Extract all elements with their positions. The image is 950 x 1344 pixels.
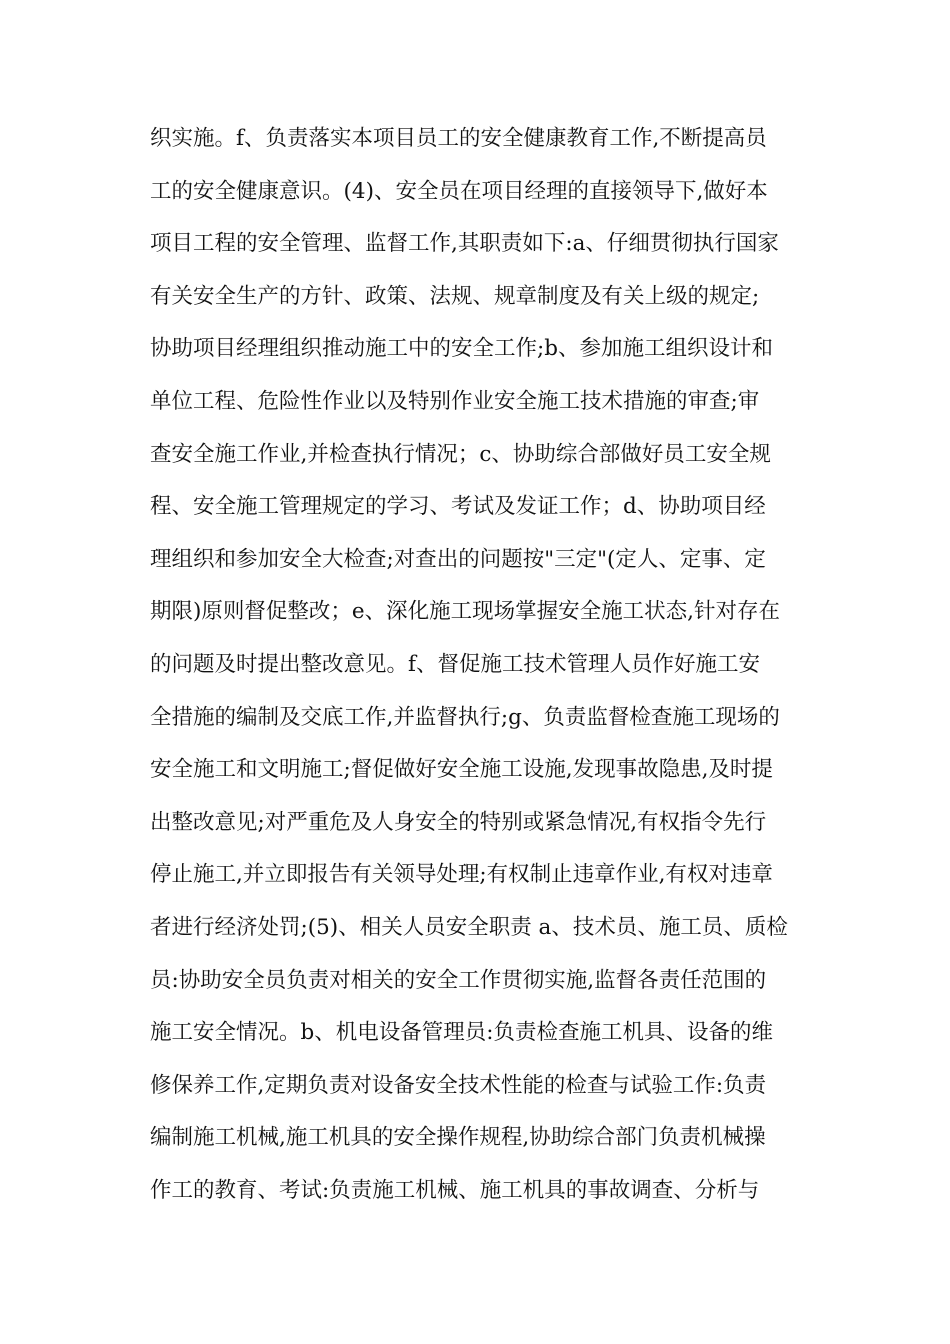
- body-text: [150, 116, 810, 1220]
- text-line-18: 施工安全情况。b、机电设备管理员:负责检查施工机具、设备的维: [150, 1020, 774, 1046]
- text-line-16: 者进行经济处罚;(5)、相关人员安全职责 a、技术员、施工员、质检: [150, 914, 788, 940]
- text-line-3: 项目工程的安全管理、监督工作,其职责如下:a、仔细贯彻执行国家: [150, 231, 779, 257]
- text-line-11: 的问题及时提出整改意见。f、督促施工技术管理人员作好施工安: [150, 651, 760, 677]
- text-line-17: 员:协助安全员负责对相关的安全工作贯彻实施,监督各责任范围的: [150, 967, 767, 993]
- text-line-13: 安全施工和文明施工;督促做好安全施工设施,发现事故隐患,及时提: [150, 757, 773, 783]
- text-line-19: 修保养工作,定期负责对设备安全技术性能的检查与试验工作:负责: [150, 1072, 767, 1098]
- text-line-8: 程、安全施工管理规定的学习、考试及发证工作；d、协助项目经: [150, 494, 766, 520]
- text-line-12: 全措施的编制及交底工作,并监督执行;g、负责监督检查施工现场的: [150, 704, 780, 730]
- text-line-6: 单位工程、危险性作业以及特别作业安全施工技术措施的审查;审: [150, 388, 760, 414]
- text-line-5: 协助项目经理组织推动施工中的安全工作;b、参加施工组织设计和: [150, 336, 774, 362]
- text-line-20: 编制施工机械,施工机具的安全操作规程,协助综合部门负责机械操: [150, 1125, 766, 1151]
- text-line-14: 出整改意见;对严重危及人身安全的特别或紧急情况,有权指令先行: [150, 809, 767, 835]
- text-line-1: 织实施。f、负责落实本项目员工的安全健康教育工作,不断提高员: [150, 126, 767, 151]
- text-line-2: 工的安全健康意识。(4)、安全员在项目经理的直接领导下,做好本: [150, 178, 768, 204]
- text-line-21: 作工的教育、考试:负责施工机械、施工机具的事故调查、分析与: [150, 1177, 760, 1203]
- text-line-7: 查安全施工作业,并检查执行情况；c、协助综合部做好员工安全规: [150, 441, 771, 467]
- text-line-9: 理组织和参加安全大检查;对查出的问题按"三定"(定人、定事、定: [150, 546, 766, 572]
- text-line-4: 有关安全生产的方针、政策、法规、规章制度及有关上级的规定;: [150, 283, 760, 309]
- text-line-10: 期限)原则督促整改；e、深化施工现场掌握安全施工状态,针对存在: [150, 599, 780, 625]
- text-line-15: 停止施工,并立即报告有关领导处理;有权制止违章作业,有权对违章: [150, 862, 773, 888]
